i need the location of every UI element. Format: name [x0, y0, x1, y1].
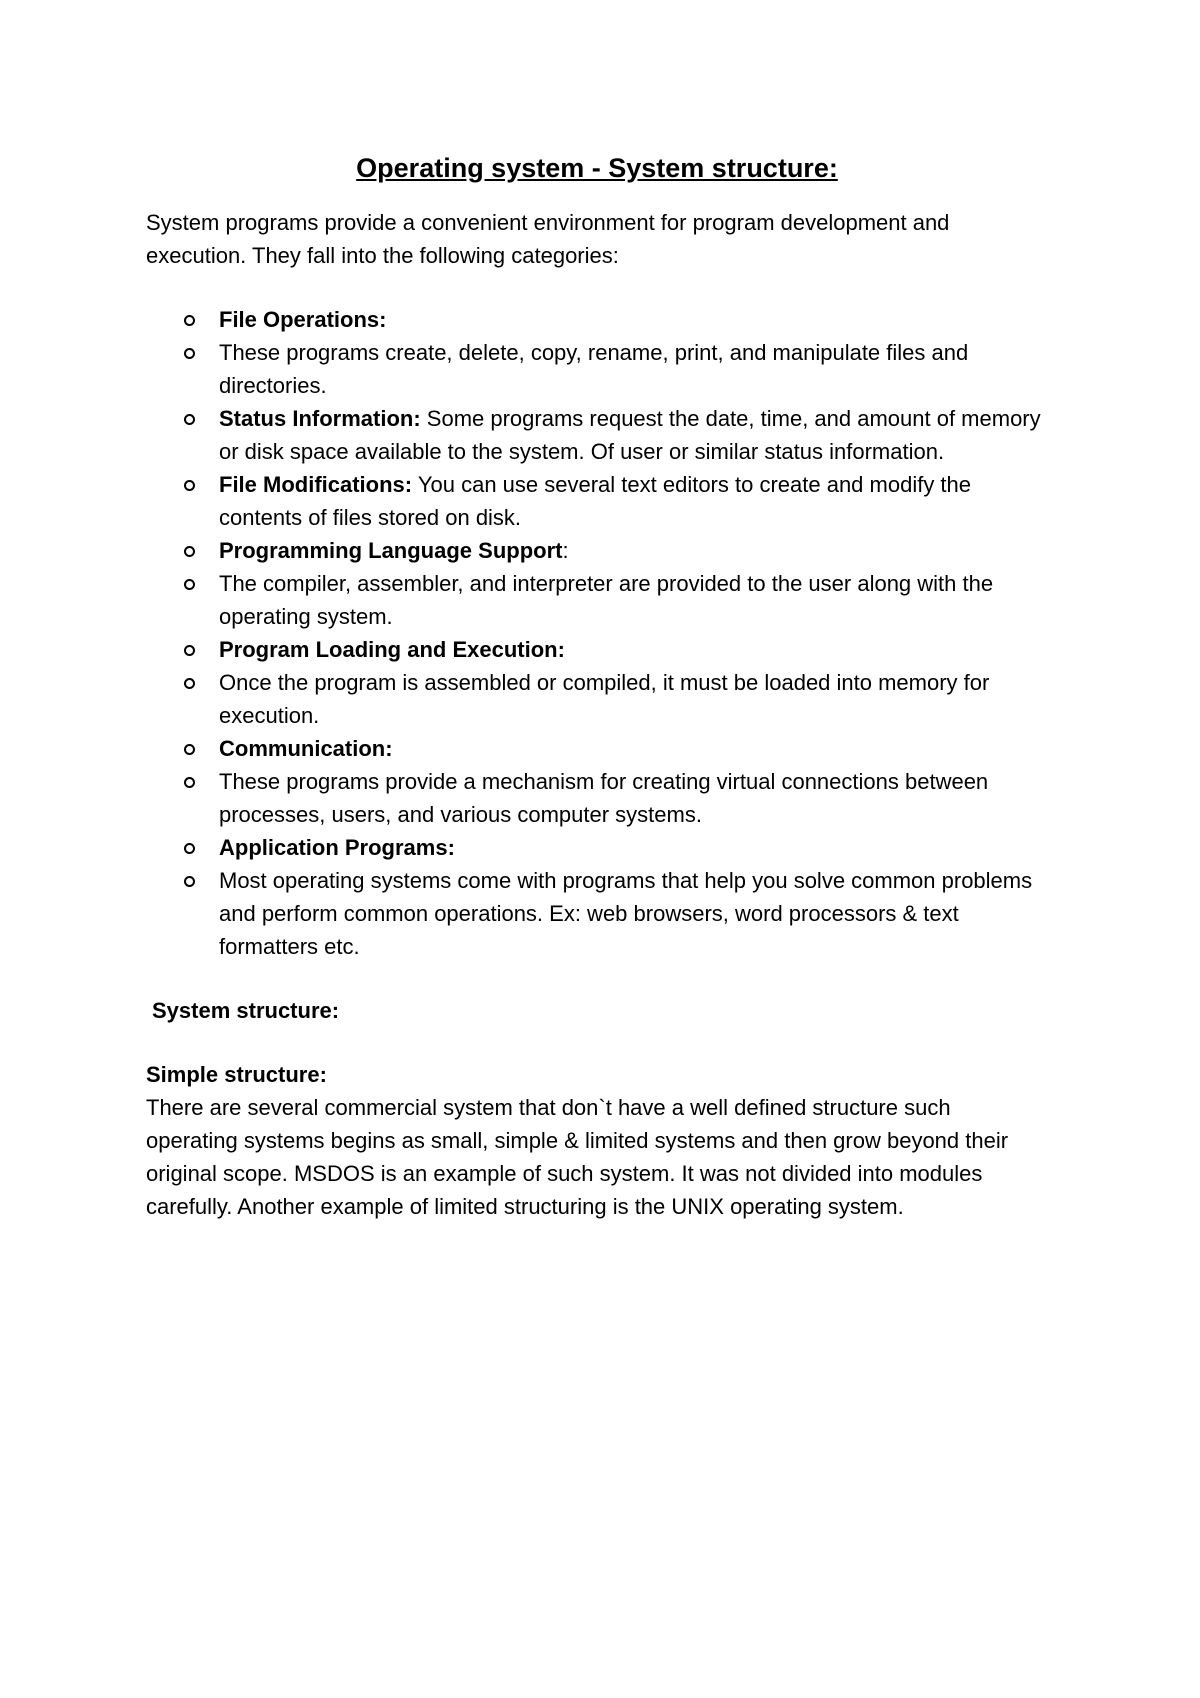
list-item-text: Some programs request the date, time, and amount of memory or disk space available to the system. Of user or similar status information.: [219, 406, 1041, 464]
list-item-text: Once the program is assembled or compiled, it must be loaded into memory for execution.: [219, 670, 990, 728]
list-item: [146, 336, 1046, 402]
list-item-bold: Program Loading and Execution:: [219, 637, 565, 662]
list-item: [146, 831, 1046, 864]
list-item: [146, 765, 1046, 831]
list-item: [146, 567, 1046, 633]
list-item-text: These programs create, delete, copy, rename, print, and manipulate files and directories.: [219, 340, 969, 398]
list-item-bold: File Modifications:: [219, 472, 413, 497]
circle-bullet-icon: [184, 777, 195, 788]
simple-structure-paragraph: There are several commercial system that don`t have a well defined structure such operating systems begins as small, simple & limited systems and then grow beyond their original scope. MSDOS is an example of such system. It was not divided into modules carefully. Another example of limited structuring is the UNIX operating system.: [146, 1095, 1009, 1219]
circle-bullet-icon: [184, 414, 195, 425]
circle-bullet-icon: [184, 876, 195, 887]
list-item: [146, 534, 1046, 567]
circle-bullet-icon: [184, 843, 195, 854]
list-item-text: These programs provide a mechanism for creating virtual connections between processes, users, and various computer systems.: [219, 769, 989, 827]
list-item-bold: Programming Language Support: [219, 538, 563, 563]
circle-bullet-icon: [184, 678, 195, 689]
category-list: [146, 303, 1046, 963]
sub-heading: Simple structure:: [146, 1062, 327, 1087]
list-item: [146, 633, 1046, 666]
circle-bullet-icon: [184, 546, 195, 557]
circle-bullet-icon: [184, 315, 195, 326]
list-item: [146, 402, 1046, 468]
intro-paragraph: System programs provide a convenient environment for program development and execution. They fall into the following categories:: [146, 210, 950, 268]
list-item: [146, 468, 1046, 534]
circle-bullet-icon: [184, 645, 195, 656]
circle-bullet-icon: [184, 744, 195, 755]
list-item: [146, 732, 1046, 765]
circle-bullet-icon: [184, 480, 195, 491]
list-item: [146, 303, 1046, 336]
list-item-text: The compiler, assembler, and interpreter are provided to the user along with the operating system.: [219, 571, 994, 629]
list-item-text: You can use several text editors to create and modify the contents of files stored on disk.: [219, 472, 972, 530]
list-item-bold: Application Programs:: [219, 835, 455, 860]
section-heading: System structure:: [152, 998, 340, 1023]
list-item-bold: File Operations:: [219, 307, 387, 332]
document-content: [146, 148, 1046, 1223]
page-title: Operating system - System structure:: [356, 153, 838, 183]
list-item: [146, 864, 1046, 963]
list-item-text: :: [562, 538, 569, 563]
list-item: [146, 666, 1046, 732]
list-item-bold: Status Information:: [219, 406, 421, 431]
circle-bullet-icon: [184, 348, 195, 359]
list-item-text: Most operating systems come with programs that help you solve common problems and perform common operations. Ex: web browsers, word processors & text formatters etc.: [219, 868, 1033, 959]
list-item-bold: Communication:: [219, 736, 393, 761]
circle-bullet-icon: [184, 579, 195, 590]
